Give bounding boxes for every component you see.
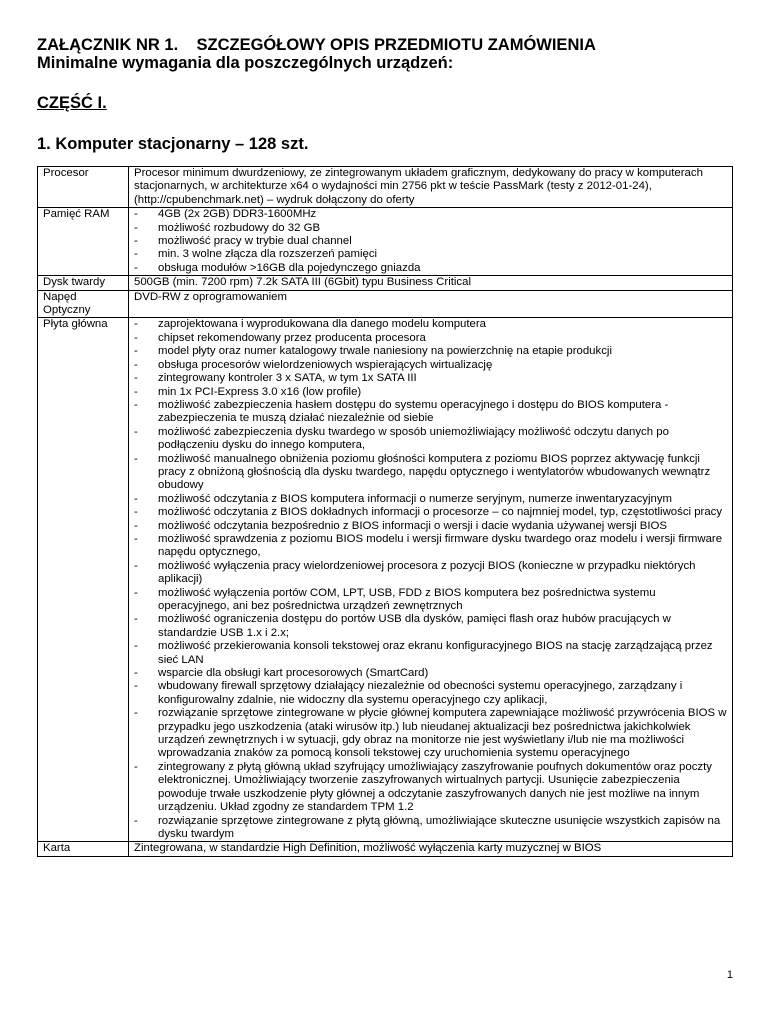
spec-value: Zintegrowana, w standardzie High Definition, możliwość wyłączenia karty muzycznej w BIOS [129, 842, 733, 856]
spec-row [38, 276, 733, 290]
list-item: - zintegrowany z płytą główną układ szyfrujący umożliwiający zaszyfrowanie poufnych dokumentów oraz poczty elektronicznej. Umożliwiający tworzenie zaszyfrowanych wirtualnych partycji. Usunięcie zabezpieczenia powoduje trwałe uszkodzenie płyty głównej a odczytanie zaszyfrowanych danych nie jest możliwe na innym urządzeniu. Układ zgodny ze standardem TPM 1.2 [134, 761, 729, 815]
list-item: - możliwość odczytania z BIOS dokładnych informacji o procesorze – co najmniej model, typ, częstotliwości pracy [134, 506, 729, 519]
list-item: - możliwość zabezpieczenia hasłem dostępu do systemu operacyjnego i dostępu do BIOS komputera - zabezpieczenia te muszą działać niezależnie od siebie [134, 399, 729, 426]
list-item: - możliwość odczytania z BIOS komputera informacji o numerze seryjnym, numerze inwentaryzacyjnym [134, 493, 729, 506]
spec-label: Płyta główna [38, 318, 129, 842]
spec-row [38, 208, 733, 276]
document-subheading: Minimalne wymagania dla poszczególnych urządzeń: [37, 54, 454, 72]
page-number: 1 [726, 969, 733, 981]
spec-list [134, 318, 729, 841]
list-item: - wsparcie dla obsługi kart procesorowych (SmartCard) [134, 667, 729, 680]
spec-label: Dysk twardy [38, 276, 129, 290]
part-heading: CZĘŚĆ I. [37, 94, 107, 112]
spec-value [129, 318, 733, 842]
spec-label: Karta [38, 842, 129, 856]
spec-row [38, 842, 733, 856]
list-item: - wbudowany firewall sprzętowy działający niezależnie od obecności systemu operacyjnego, zarządzany i konfigurowalny zdalnie, nie widoczny dla systemu operacyjnego czy aplikacji, [134, 680, 729, 707]
spec-label: Procesor [38, 167, 129, 208]
spec-label: Pamięć RAM [38, 208, 129, 276]
list-item: - możliwość odczytania bezpośrednio z BIOS informacji o wersji i dacie wydania używanej wersji BIOS [134, 520, 729, 533]
list-item: - możliwość manualnego obniżenia poziomu głośności komputera z poziomu BIOS poprzez aktywację funkcji pracy z obniżoną głośnością dla dysku twardego, napędu optycznego i wentylatorów wbudowanych wewnątrz obudowy [134, 453, 729, 493]
spec-value: DVD-RW z oprogramowaniem [129, 290, 733, 318]
spec-row [38, 318, 733, 842]
list-item: - rozwiązanie sprzętowe zintegrowane w płycie głównej komputera zapewniające możliwość przywrócenia BIOS w przypadku jego uszkodzenia (ataki wirusów itp.) lub nieudanej aktualizacji bez pośrednictwa jakichkolwiek urządzeń zewnętrznych i w sytuacji, gdy obraz na monitorze nie jest wyświetlany i/lub nie ma możliwości wprowadzania znaków za pomocą konsoli tekstowej czy uruchomienia systemu operacyjnego [134, 707, 729, 761]
spec-value [129, 208, 733, 276]
list-item: - możliwość sprawdzenia z poziomu BIOS modelu i wersji firmware dysku twardego oraz modelu i wersji firmware napędu optycznego, [134, 533, 729, 560]
list-item: - obsługa modułów >16GB dla pojedynczego gniazda [134, 262, 729, 275]
list-item: - możliwość wyłączenia pracy wielordzeniowej procesora z pozycji BIOS (konieczne w przypadku niektórych aplikacji) [134, 560, 729, 587]
list-item: - możliwość ograniczenia dostępu do portów USB dla dysków, pamięci flash oraz hubów pracujących w standardzie USB 1.x i 2.x; [134, 613, 729, 640]
list-item: - min 1x PCI-Express 3.0 x16 (low profile) [134, 386, 729, 399]
list-item: - chipset rekomendowany przez producenta procesora [134, 332, 729, 345]
spec-row [38, 290, 733, 318]
list-item: - zaprojektowana i wyprodukowana dla danego modelu komputera [134, 318, 729, 331]
list-item: - zintegrowany kontroler 3 x SATA, w tym 1x SATA III [134, 372, 729, 385]
list-item: - rozwiązanie sprzętowe zintegrowane z płytą główną, umożliwiające skuteczne usunięcie wszystkich zapisów na dysku twardym [134, 815, 729, 842]
spec-value: 500GB (min. 7200 rpm) 7.2k SATA III (6Gbit) typu Business Critical [129, 276, 733, 290]
spec-value: Procesor minimum dwurdzeniowy, ze zintegrowanym układem graficznym, dedykowany do pracy w komputerach stacjonarnych, w architekturze x64 o wydajności min 2756 pkt w teście PassMark (testy z 2012-01-24), (http://cpubenchmark.net) – wydruk dołączony do oferty [129, 167, 733, 208]
list-item: - możliwość rozbudowy do 32 GB [134, 222, 729, 235]
section-heading: 1. Komputer stacjonarny – 128 szt. [37, 135, 309, 153]
list-item: - możliwość zabezpieczenia dysku twardego w sposób uniemożliwiający możliwość odczytu danych po podłączeniu dysku do innego komputera, [134, 426, 729, 453]
list-item: - model płyty oraz numer katalogowy trwale naniesiony na powierzchnię na etapie produkcji [134, 345, 729, 358]
list-item: - możliwość wyłączenia portów COM, LPT, USB, FDD z BIOS komputera bez pośrednictwa systemu operacyjnego, ani bez pośrednictwa urządzeń zewnętrznych [134, 587, 729, 614]
list-item: - możliwość pracy w trybie dual channel [134, 235, 729, 248]
spec-list [134, 208, 729, 275]
list-item: - możliwość przekierowania konsoli tekstowej oraz ekranu konfiguracyjnego BIOS na stację zarządzającą przez sieć LAN [134, 640, 729, 667]
spec-label: Napęd Optyczny [38, 290, 129, 318]
list-item: - obsługa procesorów wielordzeniowych wspierających wirtualizację [134, 359, 729, 372]
document-page [37, 36, 733, 857]
spec-table [37, 166, 733, 857]
document-heading: ZAŁĄCZNIK NR 1. SZCZEGÓŁOWY OPIS PRZEDMIOTU ZAMÓWIENIA [37, 36, 596, 54]
list-item: - 4GB (2x 2GB) DDR3-1600MHz [134, 208, 729, 221]
spec-row [38, 167, 733, 208]
list-item: - min. 3 wolne złącza dla rozszerzeń pamięci [134, 248, 729, 261]
